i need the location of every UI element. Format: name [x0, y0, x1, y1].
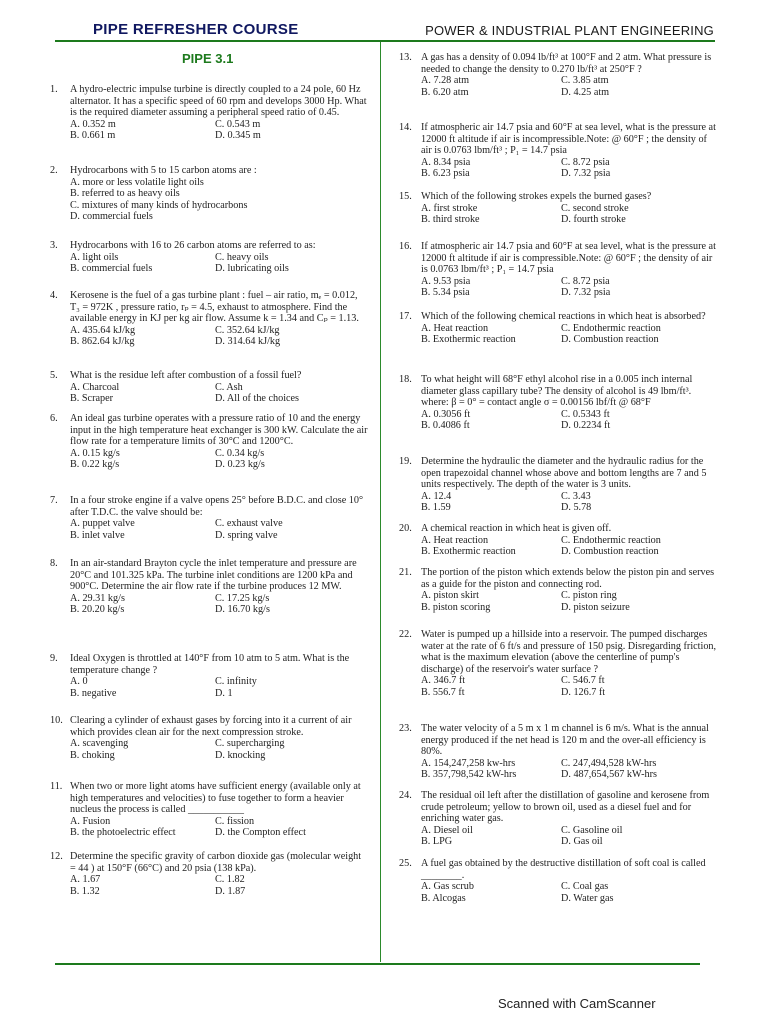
option: C. Gasoline oil: [561, 824, 623, 836]
question-stem: When two or more light atoms have sufficient energy (available only at high temperatures and velocities) to fuse together to form a heavier nucleus the process is called ___________: [70, 781, 361, 816]
option: D. All of the choices: [215, 393, 300, 405]
option: D. knocking: [215, 749, 266, 761]
option: A. Charcoal: [70, 381, 120, 393]
question-number: 25.: [399, 858, 412, 869]
question-number: 4.: [50, 290, 58, 301]
question-11: [50, 781, 368, 839]
option: C. Coal gas: [561, 881, 609, 893]
question-stem: Determine the hydraulic the diameter and the hydraulic radius for the open trapezoidal channel whose above and bottom lengths are 7 and 5 units respectively. The depth of the water is 3 units.: [421, 456, 707, 491]
option: C. heavy oils: [215, 251, 269, 263]
question-4: [50, 290, 368, 348]
option: C. 247,494,528 kW-hrs: [561, 757, 657, 769]
option: C. second stroke: [561, 202, 629, 214]
option: A. 29.31 kg/s: [70, 592, 125, 604]
question-stem: The portion of the piston which extends below the piston pin and serves as a guide for the piston and connecting rod.: [421, 567, 715, 590]
option: D. Water gas: [561, 892, 614, 904]
option: A. 1.67: [70, 874, 101, 886]
question-24: [399, 790, 717, 848]
question-stem: Kerosene is the fuel of a gas turbine plant : fuel – air ratio, mₑ = 0.012, T₃ = 972K , pressure ratio, rₚ = 4.5, exhaust to atmosphere. Find the available energy in KJ per kg air flow. Assume k = 1.34 and Cₚ = 1.13.: [70, 290, 359, 325]
option: A. 0: [70, 676, 88, 688]
option: B. 556.7 ft: [421, 686, 465, 698]
question-stem: Ideal Oxygen is throttled at 140°F from 10 atm to 5 atm. What is the temperature change ?: [70, 653, 350, 676]
question-stem: A gas has a density of 0.094 lb/ft³ at 100°F and 2 atm. What pressure is needed to change the density to 0.270 lb/ft³ at 250°F ?: [421, 52, 712, 75]
question-stem: Clearing a cylinder of exhaust gases by forcing into it a current of air which provides clean air for the next compression stroke.: [70, 715, 352, 738]
option: C. supercharging: [215, 738, 285, 750]
question-number: 1.: [50, 84, 58, 95]
option: B. 862.64 kJ/kg: [70, 336, 135, 348]
question-23: [399, 723, 717, 781]
option: C. Endothermic reaction: [561, 322, 661, 334]
option: C. 3.43: [561, 490, 591, 502]
question-stem: Determine the specific gravity of carbon dioxide gas (molecular weight = 44 ) at 150°F (66°C) and 20 psia (138 kPa).: [70, 851, 362, 874]
scanner-watermark: Scanned with CamScanner: [498, 996, 656, 1011]
option: D. Gas oil: [561, 836, 603, 848]
option: C. piston ring: [561, 590, 617, 602]
question-22: [399, 629, 717, 699]
option: A. more or less volatile light oils: [70, 176, 204, 188]
option: B. negative: [70, 687, 117, 699]
question-stem: Which of the following chemical reactions in which heat is absorbed?: [421, 311, 706, 322]
option: B. LPG: [421, 836, 453, 848]
header-rule: [55, 40, 715, 42]
option: C. 1.82: [215, 874, 245, 886]
question-stem: Which of the following strokes expels the burned gases?: [421, 191, 652, 202]
option: B. inlet valve: [70, 529, 125, 541]
option: B. 0.661 m: [70, 130, 116, 142]
question-stem: In an air-standard Brayton cycle the inlet temperature and pressure are 20°C and 101.325 kPa. The turbine inlet conditions are 1200 kPa and 900°C. Determine the air flow rate if the turbine produces 12 MW.: [70, 558, 357, 593]
question-14: [399, 122, 717, 180]
question-5: [50, 370, 368, 405]
option: A. Diesel oil: [421, 824, 473, 836]
question-stem: Water is pumped up a hillside into a reservoir. The pumped discharges water at the rate of 6 ft/s and pressure of 150 psig. Disregarding friction, what is the maximum elevation (above the centerline of pump's discharge) of the reservoir's water surface ?: [421, 629, 717, 675]
question-10: [50, 715, 368, 761]
question-number: 19.: [399, 456, 412, 467]
option: D. 5.78: [561, 502, 592, 514]
question-12: [50, 851, 368, 897]
option: B. third stroke: [421, 214, 480, 226]
option: C. mixtures of many kinds of hydrocarbons: [70, 199, 248, 211]
department-title: POWER & INDUSTRIAL PLANT ENGINEERING: [425, 23, 714, 38]
option: D. 1: [215, 687, 233, 699]
question-number: 8.: [50, 558, 58, 569]
column-divider: [380, 42, 381, 962]
question-stem: Hydrocarbons with 16 to 26 carbon atoms are referred to as:: [70, 240, 316, 251]
question-number: 22.: [399, 629, 412, 640]
option: C. 546.7 ft: [561, 675, 605, 687]
option: B. referred to as heavy oils: [70, 188, 180, 200]
question-number: 20.: [399, 523, 412, 534]
question-stem: The residual oil left after the distillation of gasoline and kerosene from crude petroleum; yellow to brown oil, used as a diesel fuel and for enriching water gas.: [421, 790, 710, 825]
option: A. 12.4: [421, 490, 452, 502]
option: A. 346.7 ft: [421, 675, 466, 687]
option: D. fourth stroke: [561, 214, 626, 226]
option: D. 0.345 m: [215, 130, 261, 142]
option: D. 4.25 atm: [561, 86, 610, 98]
option: B. Exothermic reaction: [421, 334, 516, 346]
option: A. scavenging: [70, 738, 129, 750]
question-number: 7.: [50, 495, 58, 506]
question-number: 13.: [399, 52, 412, 63]
question-stem: A chemical reaction in which heat is given off.: [421, 523, 612, 534]
question-number: 15.: [399, 191, 412, 202]
option: A. 7.28 atm: [421, 75, 470, 87]
option: B. commercial fuels: [70, 263, 153, 275]
question-15: [399, 191, 717, 226]
section-title: PIPE 3.1: [182, 51, 234, 66]
option: D. 1.87: [215, 885, 246, 897]
option: C. fission: [215, 815, 255, 827]
question-stem: If atmospheric air 14.7 psia and 60°F at sea level, what is the pressure at 12000 ft altitude if air is incompressible.Note: @ 60°F ; the density of air is 0.0763 lbm/ft³ ; P₁ = 14.7 psia: [421, 122, 716, 157]
option: D. 314.64 kJ/kg: [215, 336, 281, 348]
option: D. 7.32 psia: [561, 287, 611, 299]
question-stem: A fuel gas obtained by the destructive distillation of soft coal is called ________.: [421, 858, 706, 881]
question-17: [399, 311, 717, 346]
footer-rule: [55, 963, 700, 965]
option: A. Heat reaction: [421, 534, 489, 546]
option: B. choking: [70, 749, 115, 761]
question-7: [50, 495, 368, 541]
question-16: [399, 241, 717, 299]
option: A. 154,247,258 kw-hrs: [421, 757, 516, 769]
question-2: [50, 165, 368, 223]
question-3: [50, 240, 368, 275]
question-stem: Hydrocarbons with 5 to 15 carbon atoms are :: [70, 165, 257, 176]
question-25: [399, 858, 717, 904]
option: D. lubricating oils: [215, 263, 289, 275]
option: C. 8.72 psia: [561, 156, 610, 168]
question-stem: The water velocity of a 5 m x 1 m channel is 6 m/s. What is the annual energy produced if the net head is 120 m and the over-all efficiency is 80%.: [421, 723, 709, 758]
option: B. 357,798,542 kW-hrs: [421, 769, 517, 781]
option: C. 0.543 m: [215, 118, 261, 130]
option: B. piston scoring: [421, 601, 491, 613]
option: A. puppet valve: [70, 518, 135, 530]
option: D. 16.70 kg/s: [215, 604, 270, 616]
option: A. 9.53 psia: [421, 275, 471, 287]
question-stem: If atmospheric air 14.7 psia and 60°F at sea level, what is the pressure at 12000 ft altitude if air is compressible.Note: @ 60°F ; the density of air is 0.0763 lbm/ft³ ; P₁ = 14.7 psia: [421, 241, 716, 276]
question-number: 9.: [50, 653, 58, 664]
question-stem: To what height will 68°F ethyl alcohol rise in a 0.005 inch internal diameter glass capillary tube? The density of alcohol is 49 lbm/ft³. where: β = 0° = contact angle σ = 0.00156 lbf/ft @ 68°F: [421, 374, 693, 409]
option: D. Combustion reaction: [561, 546, 659, 558]
question-number: 18.: [399, 374, 412, 385]
option: C. 17.25 kg/s: [215, 592, 270, 604]
option: A. Heat reaction: [421, 322, 489, 334]
question-number: 14.: [399, 122, 412, 133]
question-number: 12.: [50, 851, 63, 862]
question-13: [399, 52, 717, 98]
question-1: [50, 84, 368, 142]
question-8: [50, 558, 368, 616]
question-number: 24.: [399, 790, 412, 801]
option: D. commercial fuels: [70, 211, 153, 223]
option: B. 0.4086 ft: [421, 420, 470, 432]
option: D. 0.23 kg/s: [215, 459, 265, 471]
option: C. 8.72 psia: [561, 275, 610, 287]
question-number: 21.: [399, 567, 412, 578]
option: B. Alcogas: [421, 892, 466, 904]
option: A. 8.34 psia: [421, 156, 471, 168]
question-stem: What is the residue left after combustion of a fossil fuel?: [70, 370, 302, 381]
option: A. first stroke: [421, 202, 478, 214]
option: A. 0.3056 ft: [421, 408, 471, 420]
option: B. Scraper: [70, 393, 113, 405]
question-number: 2.: [50, 165, 58, 176]
option: C. infinity: [215, 676, 257, 688]
option: B. 0.22 kg/s: [70, 459, 120, 471]
question-number: 3.: [50, 240, 58, 251]
question-number: 6.: [50, 413, 58, 424]
course-title: PIPE REFRESHER COURSE: [93, 21, 299, 38]
option: D. piston seizure: [561, 601, 630, 613]
question-6: [50, 413, 368, 471]
option: C. Ash: [215, 381, 243, 393]
question-number: 10.: [50, 715, 63, 726]
option: A. 435.64 kJ/kg: [70, 324, 136, 336]
question-20: [399, 523, 717, 558]
option: C. exhaust valve: [215, 518, 283, 530]
option: C. 352.64 kJ/kg: [215, 324, 280, 336]
option: B. 6.20 atm: [421, 86, 469, 98]
option: D. 0.2234 ft: [561, 420, 611, 432]
option: B. 20.20 kg/s: [70, 604, 125, 616]
option: A. 0.352 m: [70, 118, 116, 130]
option: A. light oils: [70, 251, 119, 263]
question-21: [399, 567, 717, 613]
option: D. spring valve: [215, 529, 278, 541]
option: D. the Compton effect: [215, 827, 306, 839]
question-stem: An ideal gas turbine operates with a pressure ratio of 10 and the energy input in the high temperature heat exchanger is 300 kW. Calculate the air flow rate for a temperature limits of 30°C and 1200°C.: [70, 413, 368, 448]
option: B. the photoelectric effect: [70, 827, 176, 839]
option: A. piston skirt: [421, 590, 480, 602]
option: D. Combustion reaction: [561, 334, 659, 346]
option: D. 487,654,567 kW-hrs: [561, 769, 657, 781]
question-stem: A hydro-electric impulse turbine is directly coupled to a 24 pole, 60 Hz alternator. It has a specific speed of 60 rpm and develops 3000 Hp. What is the required diameter assuming a peripheral speed ratio of 0.45.: [70, 84, 367, 119]
option: B. 6.23 psia: [421, 168, 470, 180]
question-number: 11.: [50, 781, 63, 792]
option: B. Exothermic reaction: [421, 546, 516, 558]
question-number: 16.: [399, 241, 412, 252]
question-number: 5.: [50, 370, 58, 381]
question-18: [399, 374, 717, 432]
option: D. 126.7 ft: [561, 686, 606, 698]
option: A. Gas scrub: [421, 881, 474, 893]
option: C. 0.5343 ft: [561, 408, 610, 420]
option: B. 1.32: [70, 885, 100, 897]
option: B. 1.59: [421, 502, 451, 514]
question-number: 23.: [399, 723, 412, 734]
option: A. 0.15 kg/s: [70, 447, 120, 459]
option: C. 0.34 kg/s: [215, 447, 265, 459]
question-number: 17.: [399, 311, 412, 322]
question-9: [50, 653, 368, 699]
option: B. 5.34 psia: [421, 287, 470, 299]
option: A. Fusion: [70, 815, 111, 827]
question-stem: In a four stroke engine if a valve opens 25° before B.D.C. and close 10° after T.D.C. the valve should be:: [70, 495, 364, 518]
option: C. 3.85 atm: [561, 75, 609, 87]
option: D. 7.32 psia: [561, 168, 611, 180]
question-19: [399, 456, 717, 514]
option: C. Endothermic reaction: [561, 534, 661, 546]
